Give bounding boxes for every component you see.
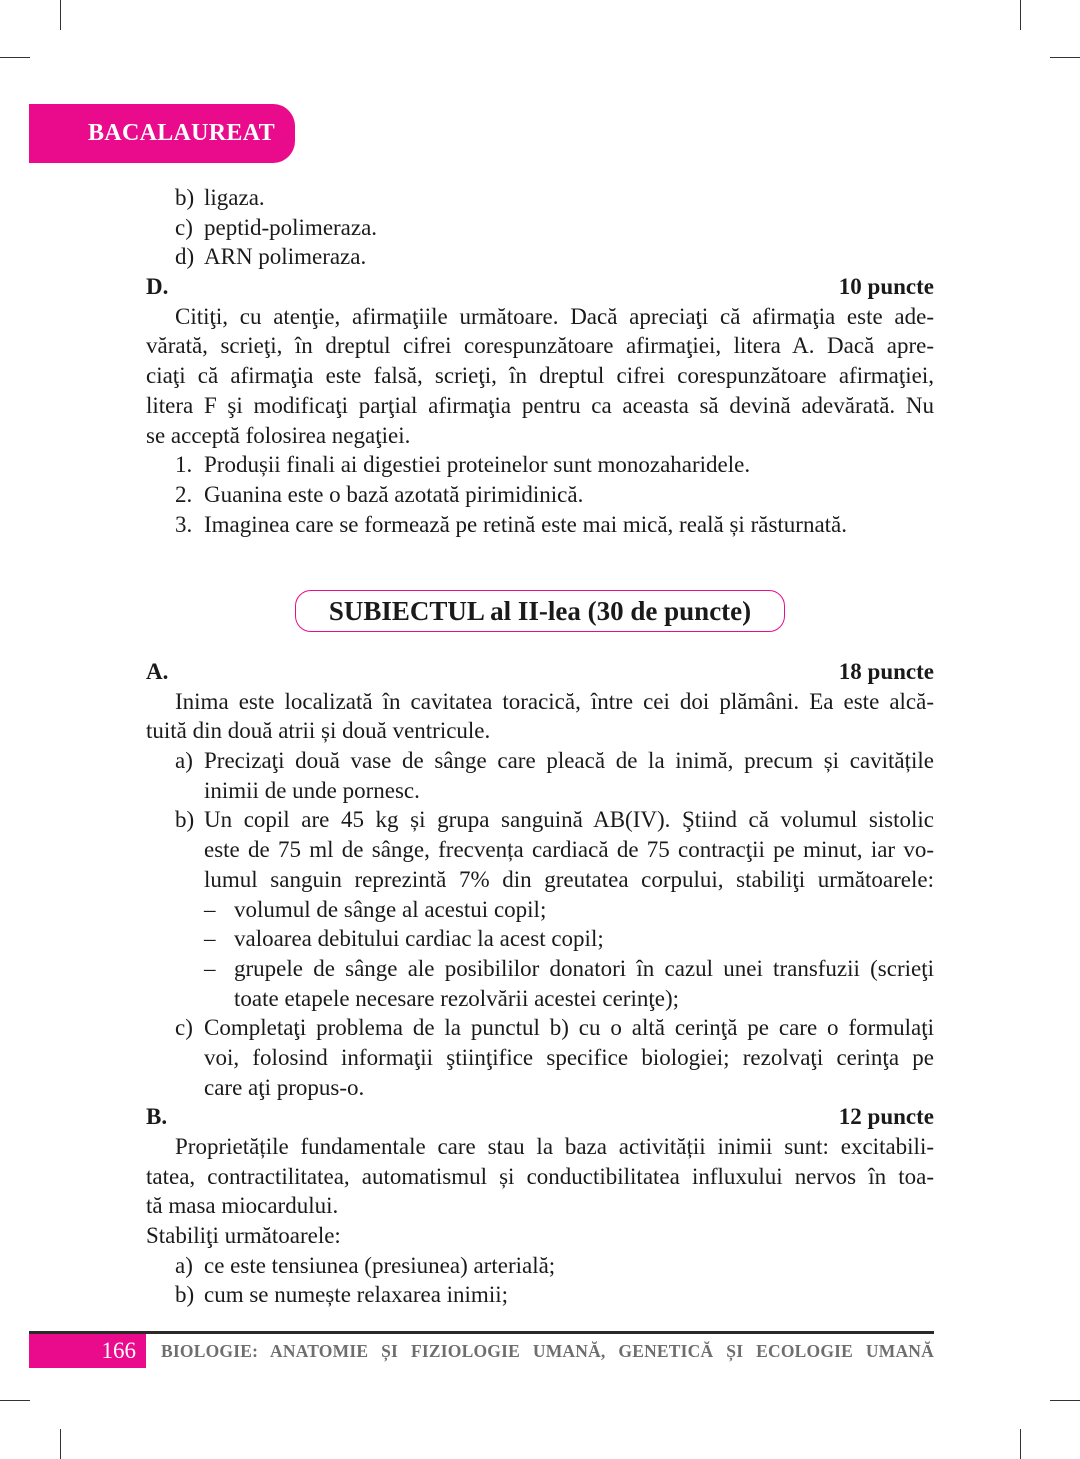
- list-item: b) cum se numește relaxarea inimii;: [175, 1282, 508, 1308]
- paragraph-line: tatea, contractilitatea, automatismul și conductibilitatea influxului nervos în toa-: [146, 1163, 934, 1189]
- section-heading: B. 12 puncte: [146, 1104, 934, 1130]
- paragraph-line: Inima este localizată în cavitatea toracică, între cei doi plămâni. Ea este alcă-: [175, 688, 934, 714]
- dash-item: – grupele de sânge ale posibililor donatori în cazul unei transfuzii (scrieţi: [204, 955, 934, 981]
- subject-title: SUBIECTUL al II-lea (30 de puncte): [295, 590, 785, 632]
- list-item: b) Un copil are 45 kg și grupa sanguină AB(IV). Ştiind că volumul sistolic: [175, 807, 934, 833]
- list-item-line: care aţi propus-o.: [204, 1074, 365, 1100]
- list-item: d) ARN polimeraza.: [175, 244, 367, 270]
- list-item-line: lumul sanguin reprezintă 7% din greutatea corpului, stabiliţi următoarele:: [204, 866, 934, 892]
- paragraph-line: ciaţi că afirmaţia este falsă, scrieţi, în dreptul cifrei corespunzătoare afirmaţiei,: [146, 363, 934, 389]
- crop-mark: [1020, 0, 1021, 30]
- block-section-d: [146, 183, 934, 539]
- paragraph-line: tuită din două atrii și două ventricule.: [146, 718, 491, 744]
- list-item-line: inimii de unde pornesc.: [204, 777, 420, 803]
- footer-title: BIOLOGIE: ANATOMIE ȘI FIZIOLOGIE UMANĂ, GENETICĂ ȘI ECOLOGIE UMANĂ: [161, 1341, 934, 1361]
- crop-mark: [1050, 57, 1080, 58]
- list-item: a) ce este tensiunea (presiunea) arterială;: [175, 1252, 556, 1278]
- crop-mark: [60, 1429, 61, 1459]
- crop-mark: [0, 1400, 30, 1401]
- paragraph-line: vărată, scrieţi, în dreptul cifrei corespunzătoare afirmaţiei, litera A. Dacă apre-: [146, 333, 934, 359]
- list-item-line: voi, folosind informaţii ştiinţifice specifice biologiei; rezolvaţi cerinţa pe: [204, 1044, 934, 1070]
- list-item: c) Completaţi problema de la punctul b) cu o altă cerinţă pe care o formulaţi: [175, 1015, 934, 1041]
- dash-item-line: toate etapele necesare rezolvării acestei cerinţe);: [234, 985, 680, 1011]
- section-heading: D. 10 puncte: [146, 274, 934, 300]
- paragraph-line: Stabiliţi următoarele:: [146, 1223, 341, 1249]
- paragraph-line: tă masa miocardului.: [146, 1193, 339, 1219]
- list-item: 3. Imaginea care se formează pe retină este mai mică, reală și răsturnată.: [175, 511, 848, 537]
- list-item: 1. Produșii finali ai digestiei proteinelor sunt monozaharidele.: [175, 452, 751, 478]
- crop-mark: [1050, 1400, 1080, 1401]
- section-heading: A. 18 puncte: [146, 659, 934, 684]
- block-subject-2: [146, 657, 934, 1310]
- header-tab: BACALAUREAT: [29, 104, 295, 163]
- paragraph-line: Proprietățile fundamentale care stau la baza activității inimii sunt: excitabili-: [175, 1134, 934, 1159]
- list-item: 2. Guanina este o bază azotată pirimidinică.: [175, 481, 584, 507]
- list-item: c) peptid-polimeraza.: [175, 214, 378, 240]
- page-number: 166: [29, 1334, 146, 1368]
- dash-item: – valoarea debitului cardiac la acest copil;: [204, 926, 604, 952]
- crop-mark: [60, 0, 61, 30]
- list-item: a) Precizaţi două vase de sânge care pleacă de la inimă, precum și cavitățile: [175, 748, 934, 774]
- list-item-line: este de 75 ml de sânge, frecvența cardiacă de 75 contracţii pe minut, iar vo-: [204, 837, 934, 863]
- crop-mark: [1020, 1429, 1021, 1459]
- crop-mark: [0, 57, 30, 58]
- paragraph-line: litera F şi modificaţi parţial afirmaţia pentru ca aceasta să devină adevărată. Nu: [146, 392, 934, 418]
- dash-item: – volumul de sânge al acestui copil;: [204, 896, 547, 922]
- paragraph-line: se acceptă folosirea negaţiei.: [146, 422, 411, 448]
- list-item: b) ligaza.: [175, 185, 265, 210]
- paragraph-line: Citiţi, cu atenţie, afirmaţiile următoare. Dacă apreciaţi că afirmaţia este ade-: [175, 303, 934, 329]
